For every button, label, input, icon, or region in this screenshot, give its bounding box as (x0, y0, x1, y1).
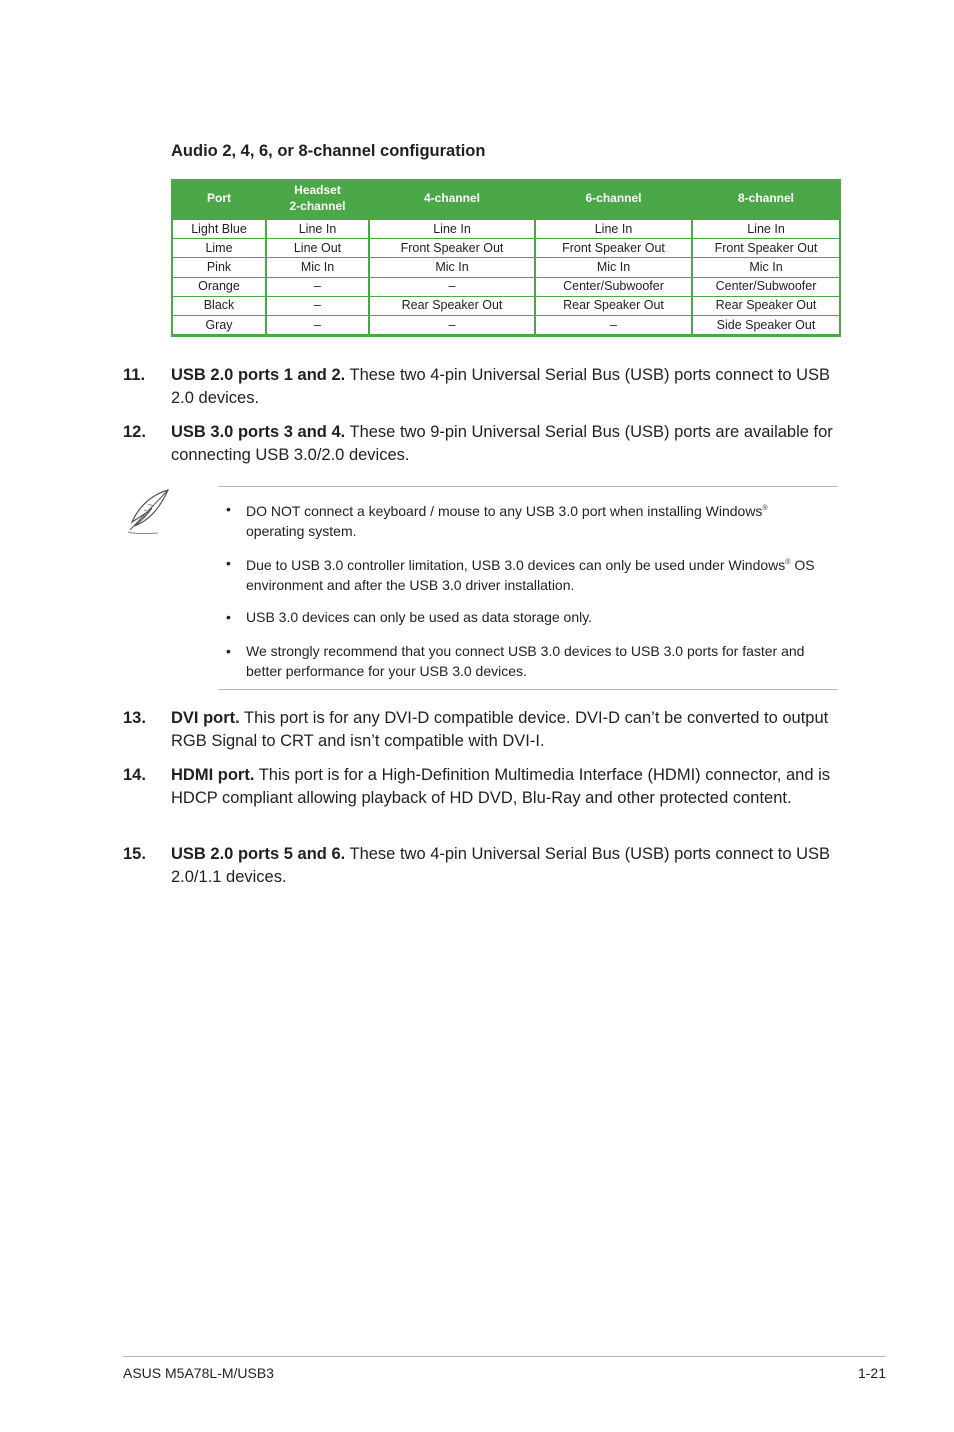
item-heading: USB 2.0 ports 5 and 6. (171, 845, 346, 863)
list-item-11 (123, 364, 843, 410)
item-number: 14. (123, 766, 146, 784)
table-cell: Center/Subwoofer (535, 277, 692, 296)
table-cell: Front Speaker Out (535, 239, 692, 258)
table-cell: – (369, 315, 535, 335)
note-item: • Due to USB 3.0 controller limitation, USB 3.0 devices can only be used under Windows® OS environment and after the USB 3.0 driver installation. (226, 555, 815, 593)
table-row (172, 315, 840, 335)
table-cell: Mic In (266, 258, 369, 277)
table-row (172, 219, 840, 239)
table-cell: Light Blue (172, 219, 266, 239)
item-number: 15. (123, 845, 146, 863)
item-heading: USB 2.0 ports 1 and 2. (171, 366, 346, 384)
item-number: 13. (123, 709, 146, 727)
table-cell: – (266, 296, 369, 315)
header-6-channel: 6-channel (585, 191, 642, 205)
item-heading: DVI port. (171, 709, 240, 727)
table-cell: Black (172, 296, 266, 315)
table-cell: Rear Speaker Out (692, 296, 840, 315)
bullet: • (226, 643, 231, 659)
table-cell: Lime (172, 239, 266, 258)
list-item-14 (123, 764, 843, 810)
item-text: This port is for any DVI-D compatible device. DVI-D can’t be converted to output RGB Signal to CRT and isn’t compatible with DVI-I. (171, 709, 829, 750)
item-number: 12. (123, 423, 146, 441)
item-text: These two 9-pin Universal Serial Bus (USB) ports are available for connecting USB 3.0/2.0 devices. (171, 423, 833, 464)
audio-channel-table (171, 179, 841, 337)
header-headset-2-channel: Headset 2-channel (289, 183, 346, 213)
item-heading: HDMI port. (171, 766, 255, 784)
table-cell: Center/Subwoofer (692, 277, 840, 296)
table-cell: – (266, 315, 369, 335)
note-item: • USB 3.0 devices can only be used as data storage only. (226, 609, 593, 625)
item-text: These two 4-pin Universal Serial Bus (USB) ports connect to USB 2.0 devices. (171, 366, 831, 407)
table-row (172, 239, 840, 258)
item-heading: USB 3.0 ports 3 and 4. (171, 423, 346, 441)
bullet: • (226, 609, 231, 625)
table-cell: – (266, 277, 369, 296)
item-text: This port is for a High-Definition Multimedia Interface (HDMI) connector, and is HDCP compliant allowing playback of HD DVD, Blu-Ray and other protected content. (171, 766, 830, 807)
table-row (172, 277, 840, 296)
list-item-13 (123, 707, 843, 753)
table-cell: Line In (535, 219, 692, 239)
table-header-row (172, 179, 840, 219)
table-cell: Side Speaker Out (692, 315, 840, 335)
table-row (172, 296, 840, 315)
table-cell: – (535, 315, 692, 335)
item-number: 11. (123, 366, 146, 384)
header-8-channel: 8-channel (737, 191, 794, 205)
bullet: • (226, 501, 231, 517)
list-item-15 (123, 843, 843, 889)
table-cell: Gray (172, 315, 266, 335)
table-cell: Mic In (692, 258, 840, 277)
header-4-channel: 4-channel (423, 191, 480, 205)
note-item: • We strongly recommend that you connect USB 3.0 devices to USB 3.0 ports for faster and better performance for your USB 3.0 devices. (226, 643, 805, 679)
table-cell: – (369, 277, 535, 296)
table-cell: Mic In (535, 258, 692, 277)
table-cell: Line In (369, 219, 535, 239)
footer-model-name: ASUS M5A78L-M/USB3 (123, 1365, 274, 1381)
list-item-12 (123, 421, 843, 467)
footer-page-number: 1-21 (857, 1365, 886, 1381)
quill-pen-icon (124, 488, 172, 536)
item-text: These two 4-pin Universal Serial Bus (USB) ports connect to USB 2.0/1.1 devices. (171, 845, 831, 886)
table-cell: Line In (266, 219, 369, 239)
bullet: • (226, 555, 231, 571)
table-cell: Line In (692, 219, 840, 239)
table-cell: Front Speaker Out (692, 239, 840, 258)
footer-divider (123, 1356, 886, 1357)
table-cell: Front Speaker Out (369, 239, 535, 258)
table-cell: Line Out (266, 239, 369, 258)
table-cell: Rear Speaker Out (369, 296, 535, 315)
table-cell: Pink (172, 258, 266, 277)
note-item: • DO NOT connect a keyboard / mouse to any USB 3.0 port when installing Windows® operating system. (226, 501, 768, 539)
table-cell: Mic In (369, 258, 535, 277)
table-cell: Rear Speaker Out (535, 296, 692, 315)
table-cell: Orange (172, 277, 266, 296)
table-row (172, 258, 840, 277)
header-port: Port (207, 191, 231, 205)
note-box (218, 486, 838, 690)
section-title: Audio 2, 4, 6, or 8-channel configuration (171, 142, 486, 160)
